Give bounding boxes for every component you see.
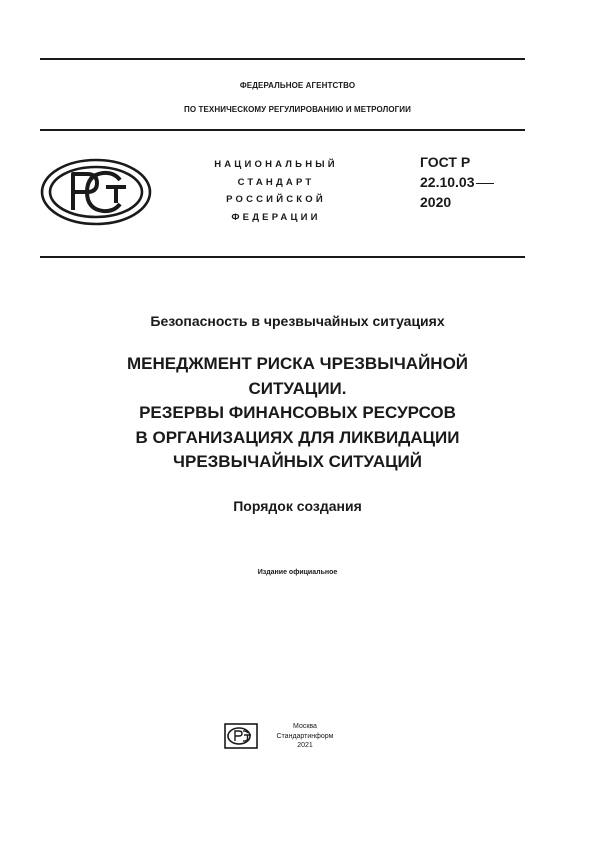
publisher-info [265, 722, 345, 751]
national-standard-label [196, 156, 356, 226]
designation-number: 22.10.03 [420, 174, 475, 190]
publisher-name: Стандартинформ [276, 732, 334, 740]
standard-designation [420, 152, 494, 212]
title-line-5: ЧРЕЗВЫЧАЙНЫХ СИТУАЦИЙ [173, 452, 422, 471]
title-line-3: РЕЗЕРВЫ ФИНАНСОВЫХ РЕСУРСОВ [139, 403, 456, 422]
designation-dash [476, 183, 494, 185]
top-rule [40, 58, 525, 60]
title-line-1: МЕНЕДЖМЕНТ РИСКА ЧРЕЗВЫЧАЙНОЙ [126, 354, 469, 373]
agency-line-1: ФЕДЕРАЛЬНОЕ АГЕНТСТВО [239, 81, 356, 90]
document-subtitle: Порядок создания [233, 498, 362, 514]
edition-note: Издание официальное [257, 569, 338, 576]
national-standard-line-1: НАЦИОНАЛЬНЫЙ [214, 159, 338, 170]
national-standard-line-2: СТАНДАРТ [237, 176, 315, 188]
document-title [0, 352, 595, 475]
subject-heading: Безопасность в чрезвычайных ситуациях [150, 313, 445, 329]
header-rule [40, 129, 525, 131]
designation-prefix: ГОСТ Р [420, 154, 471, 170]
title-line-2: СИТУАЦИИ. [248, 378, 347, 398]
publisher-year: 2021 [297, 742, 313, 749]
designation-number-row [420, 172, 494, 192]
title-line-4: В ОРГАНИЗАЦИЯХ ДЛЯ ЛИКВИДАЦИИ [135, 427, 460, 447]
agency-line-2: ПО ТЕХНИЧЕСКОМУ РЕГУЛИРОВАНИЮ И МЕТРОЛОГИИ [183, 105, 412, 114]
standartinform-logo [224, 723, 258, 749]
national-standard-line-3: РОССИЙСКОЙ [226, 194, 326, 205]
publisher-city: Москва [293, 723, 317, 730]
designation-year: 2020 [420, 194, 452, 210]
national-standard-line-4: ФЕДЕРАЦИИ [231, 211, 321, 223]
rst-gost-logo [40, 158, 152, 226]
header-bottom-rule [40, 256, 525, 258]
